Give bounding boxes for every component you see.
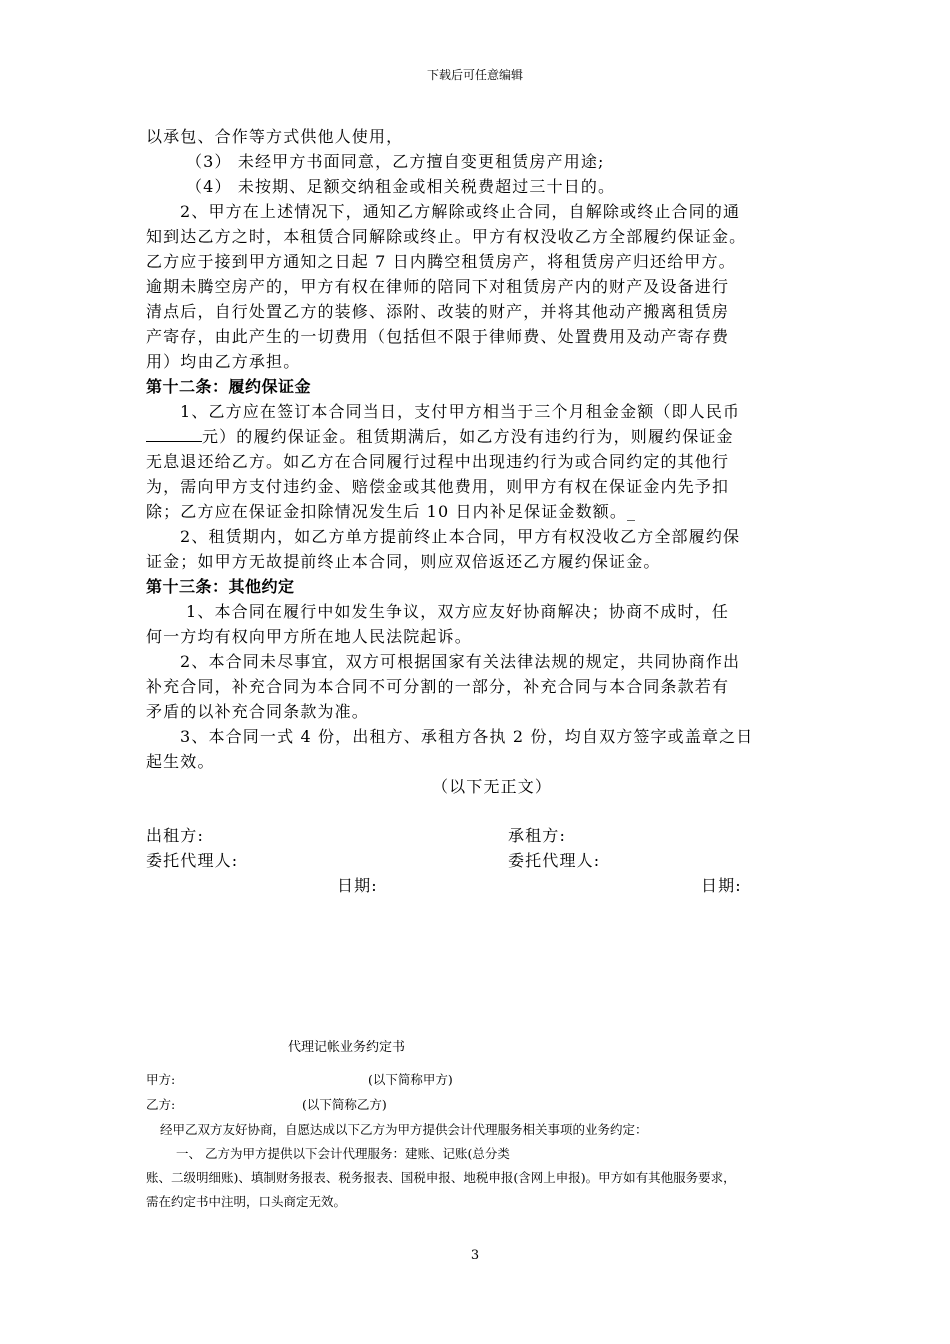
- paragraph-line: 无息退还给乙方。如乙方在合同履行过程中出现违约行为或合同约定的其他行: [146, 452, 730, 471]
- paragraph-line: 证金；如甲方无故提前终止本合同，则应双倍返还乙方履约保证金。: [146, 552, 661, 571]
- end-of-text-note: （以下无正文）: [432, 777, 553, 796]
- agent-left-label: 委托代理人:: [146, 851, 239, 870]
- paragraph-line: 乙方应于接到甲方通知之日起 7 日内腾空租赁房产，将租赁房产归还给甲方。: [146, 252, 736, 271]
- paragraph-line: 除；乙方应在保证金扣除情况发生后 10 日内补足保证金数额。_: [146, 502, 637, 521]
- service-item-1-cont: 需在约定书中注明，口头商定无效。: [146, 1194, 347, 1209]
- paragraph-line: 2、租赁期内，如乙方单方提前终止本合同，甲方有权没收乙方全部履约保: [180, 527, 741, 546]
- paragraph-line: [146, 427, 734, 447]
- service-item-1: 一、 乙方为甲方提供以下会计代理服务：建账、记账(总分类: [176, 1146, 510, 1161]
- article-13-heading: 第十三条：其他约定: [146, 577, 295, 596]
- party-b-label: 乙方:: [146, 1097, 176, 1112]
- paragraph-line: 清点后，自行处置乙方的装修、添附、改装的财产，并将其他动产搬离租赁房: [146, 302, 730, 321]
- paragraph-line: 矛盾的以补充合同条款为准。: [146, 702, 369, 721]
- second-doc-title: 代理记帐业务约定书: [288, 1040, 406, 1055]
- paragraph-line: 逾期未腾空房产的，甲方有权在律师的陪同下对租赁房产内的财产及设备进行: [146, 277, 730, 296]
- party-a-label: 甲方:: [146, 1072, 176, 1087]
- article-12-heading: 第十二条：履约保证金: [146, 377, 312, 396]
- paragraph-line: 起生效。: [146, 752, 215, 771]
- paragraph-line: 3、本合同一式 4 份，出租方、承租方各执 2 份，均自双方签字或盖章之日: [180, 727, 754, 746]
- paragraph-line: 用）均由乙方承担。: [146, 352, 301, 371]
- paragraph-line: 2、甲方在上述情况下，通知乙方解除或终止合同，自解除或终止合同的通: [180, 202, 741, 221]
- lessor-label: 出租方:: [146, 826, 204, 845]
- paragraph-line: 1、本合同在履行中如发生争议，双方应友好协商解决；协商不成时，任: [186, 602, 729, 621]
- page-number: 3: [470, 1248, 480, 1263]
- date-right-label: 日期:: [701, 876, 742, 895]
- paragraph-line: 1、乙方应在签订本合同当日，支付甲方相当于三个月租金金额（即人民币: [180, 402, 741, 421]
- paragraph-line: 以承包、合作等方式供他人使用，: [146, 127, 404, 146]
- service-item-1-cont: 账、二级明细账)、填制财务报表、税务报表、国税申报、地税申报(含网上申报)。甲方如有其他服务要求，: [146, 1170, 736, 1185]
- paragraph-line: 补充合同，补充合同为本合同不可分割的一部分，补充合同与本合同条款若有: [146, 677, 730, 696]
- clause-item-3: （3） 未经甲方书面同意，乙方擅自变更租赁房产用途;: [186, 152, 605, 171]
- amount-blank: [146, 427, 202, 442]
- paragraph-line: 何一方均有权向甲方所在地人民法院起诉。: [146, 627, 472, 646]
- clause-item-4: （4） 未按期、足额交纳租金或相关税费超过三十日的。: [186, 177, 616, 196]
- paragraph-line: 为，需向甲方支付违约金、赔偿金或其他费用，则甲方有权在保证金内先予扣: [146, 477, 730, 496]
- agent-right-label: 委托代理人:: [508, 851, 601, 870]
- second-doc-intro: 经甲乙双方友好协商，自愿达成以下乙方为甲方提供会计代理服务相关事项的业务约定：: [160, 1122, 648, 1137]
- paragraph-text: 元）的履约保证金。租赁期满后，如乙方没有违约行为，则履约保证金: [202, 427, 734, 446]
- paragraph-line: 2、本合同未尽事宜，双方可根据国家有关法律法规的规定，共同协商作出: [180, 652, 741, 671]
- page-header: 下载后可任意编辑: [426, 68, 523, 82]
- party-b-note: (以下简称乙方): [302, 1097, 387, 1112]
- paragraph-line: 知到达乙方之时，本租赁合同解除或终止。甲方有权没收乙方全部履约保证金。: [146, 227, 747, 246]
- date-left-label: 日期:: [337, 876, 378, 895]
- party-a-note: (以下简称甲方): [368, 1072, 453, 1087]
- paragraph-line: 产寄存，由此产生的一切费用（包括但不限于律师费、处置费用及动产寄存费: [146, 327, 730, 346]
- lessee-label: 承租方:: [508, 826, 566, 845]
